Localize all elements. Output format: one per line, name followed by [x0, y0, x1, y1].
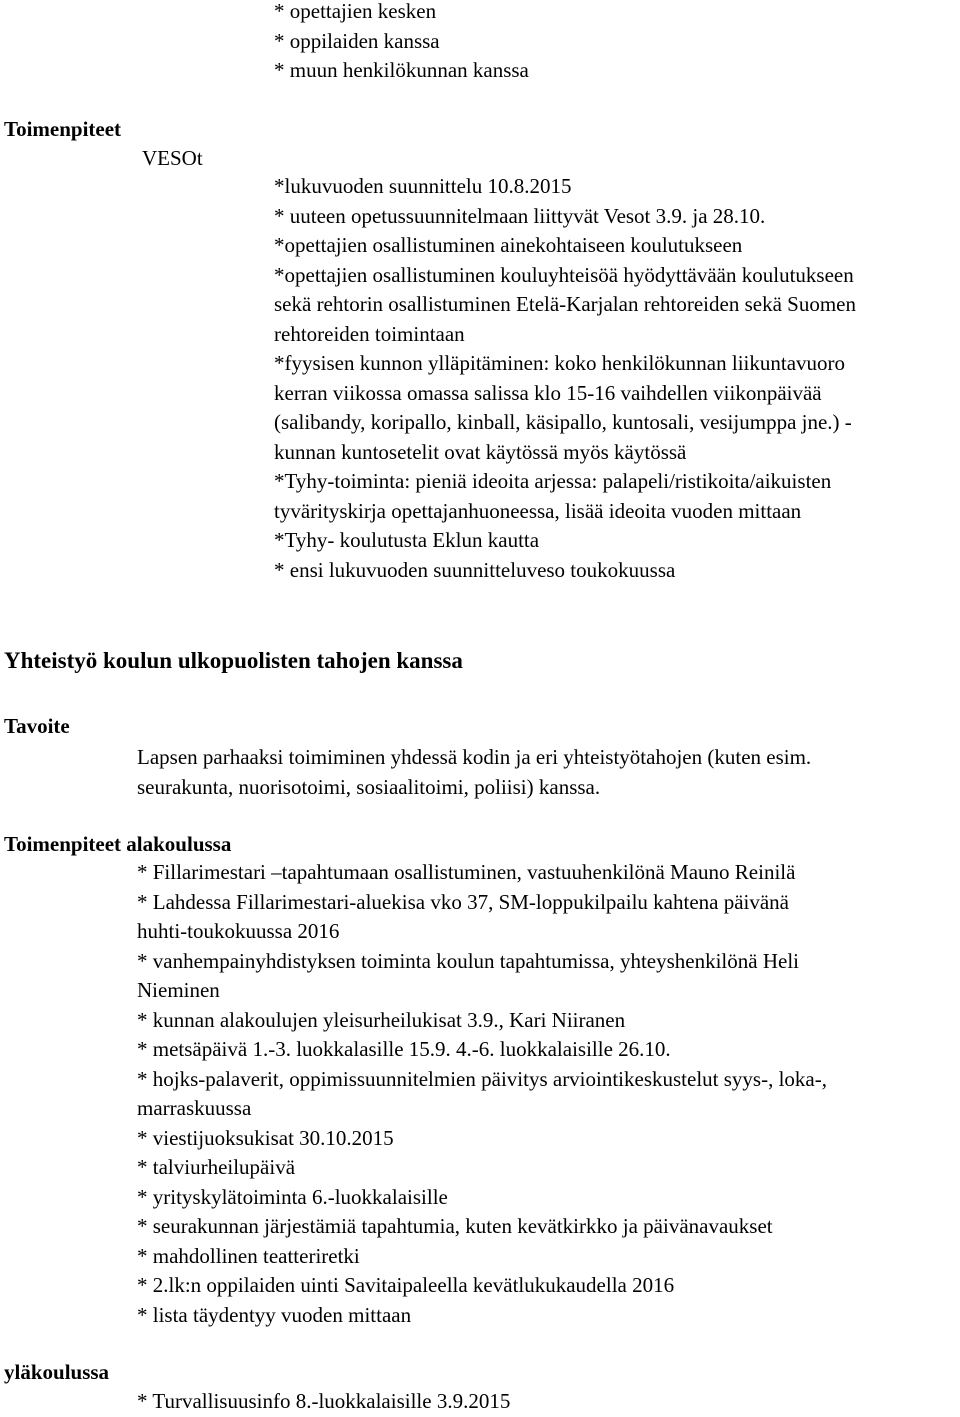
- list-item: * muun henkilökunnan kanssa: [274, 58, 529, 82]
- list-item: * talviurheilupäivä: [137, 1155, 296, 1179]
- list-item: * hojks-palaverit, oppimissuunnitelmien päivitys arviointikeskustelut syys-, loka-,: [137, 1066, 827, 1091]
- list-item: * opettajien kesken: [274, 0, 437, 23]
- list-item: rehtoreiden toimintaan: [274, 321, 465, 346]
- paragraph-line: seurakunta, nuorisotoimi, sosiaalitoimi, poliisi) kanssa.: [137, 774, 601, 799]
- alakoulu-list: [137, 858, 827, 1330]
- list-item: (salibandy, koripallo, kinball, käsipallo, kuntosali, vesijumppa jne.) -: [274, 410, 852, 434]
- list-item: kunnan kuntosetelit ovat käytössä myös käytössä: [274, 439, 687, 464]
- ylakoulu-list: [137, 1387, 510, 1417]
- list-item: * viestijuoksukisat 30.10.2015: [137, 1125, 394, 1150]
- tavoite-heading: Tavoite: [4, 714, 70, 738]
- section-heading: Yhteistyö koulun ulkopuolisten tahojen kanssa: [4, 648, 463, 673]
- ylakoulu-heading: yläkoulussa: [4, 1360, 110, 1384]
- list-item: * 2.lk:n oppilaiden uinti Savitaipaleella kevätlukukaudella 2016: [137, 1273, 675, 1297]
- list-item: * uuteen opetussuunnitelmaan liittyvät Vesot 3.9. ja 28.10.: [274, 203, 766, 228]
- list-item: * ensi lukuvuoden suunnitteluveso toukokuussa: [274, 557, 676, 582]
- list-item: * metsäpäivä 1.-3. luokkalasille 15.9. 4.-6. luokkalaisille 26.10.: [137, 1037, 671, 1061]
- list-item: *opettajien osallistuminen ainekohtaiseen koulutukseen: [274, 233, 743, 257]
- list-item: *Tyhy- koulutusta Eklun kautta: [274, 528, 540, 552]
- list-item: * Turvallisuusinfo 8.-luokkalaisille 3.9.2015: [137, 1389, 511, 1413]
- paragraph-line: Lapsen parhaaksi toimiminen yhdessä kodin ja eri yhteistyötahojen (kuten esim.: [137, 745, 812, 769]
- list-item: * lista täydentyy vuoden mittaan: [137, 1302, 412, 1327]
- list-item: * Lahdessa Fillarimestari-aluekisa vko 37, SM-loppukilpailu kahtena päivänä: [137, 889, 790, 914]
- alakoulu-heading: Toimenpiteet alakoulussa: [4, 832, 232, 856]
- list-item: marraskuussa: [137, 1096, 252, 1120]
- vesot-list: [274, 172, 856, 585]
- list-item: * vanhempainyhdistyksen toiminta koulun tapahtumissa, yhteyshenkilönä Heli: [137, 948, 799, 973]
- list-item: sekä rehtorin osallistuminen Etelä-Karjalan rehtoreiden sekä Suomen: [274, 292, 856, 316]
- list-item: * seurakunnan järjestämiä tapahtumia, kuten kevätkirkko ja päivänavaukset: [137, 1214, 773, 1238]
- tavoite-text: [137, 743, 811, 802]
- list-item: * oppilaiden kanssa: [274, 28, 440, 53]
- list-item: kerran viikossa omassa salissa klo 15-16 vaihdellen viikonpäivää: [274, 380, 822, 405]
- list-item: tyvärityskirja opettajanhuoneessa, lisää ideoita vuoden mittaan: [274, 498, 802, 523]
- vesot-heading: VESOt: [142, 146, 203, 170]
- list-item: Nieminen: [137, 978, 220, 1002]
- top-list: [274, 0, 529, 86]
- list-item: * mahdollinen teatteriretki: [137, 1243, 360, 1268]
- list-item: * kunnan alakoulujen yleisurheilukisat 3.9., Kari Niiranen: [137, 1007, 626, 1032]
- list-item: *Tyhy-toiminta: pieniä ideoita arjessa: palapeli/ristikoita/aikuisten: [274, 469, 832, 493]
- list-item: * yrityskylätoiminta 6.-luokkalaisille: [137, 1184, 448, 1209]
- list-item: huhti-toukokuussa 2016: [137, 919, 340, 943]
- toimenpiteet-heading: Toimenpiteet: [4, 117, 122, 141]
- list-item: * Fillarimestari –tapahtumaan osallistuminen, vastuuhenkilönä Mauno Reinilä: [137, 860, 796, 884]
- list-item: *lukuvuoden suunnittelu 10.8.2015: [274, 174, 572, 198]
- list-item: *fyysisen kunnon ylläpitäminen: koko henkilökunnan liikuntavuoro: [274, 351, 846, 375]
- list-item: *opettajien osallistuminen kouluyhteisöä hyödyttävään koulutukseen: [274, 262, 854, 287]
